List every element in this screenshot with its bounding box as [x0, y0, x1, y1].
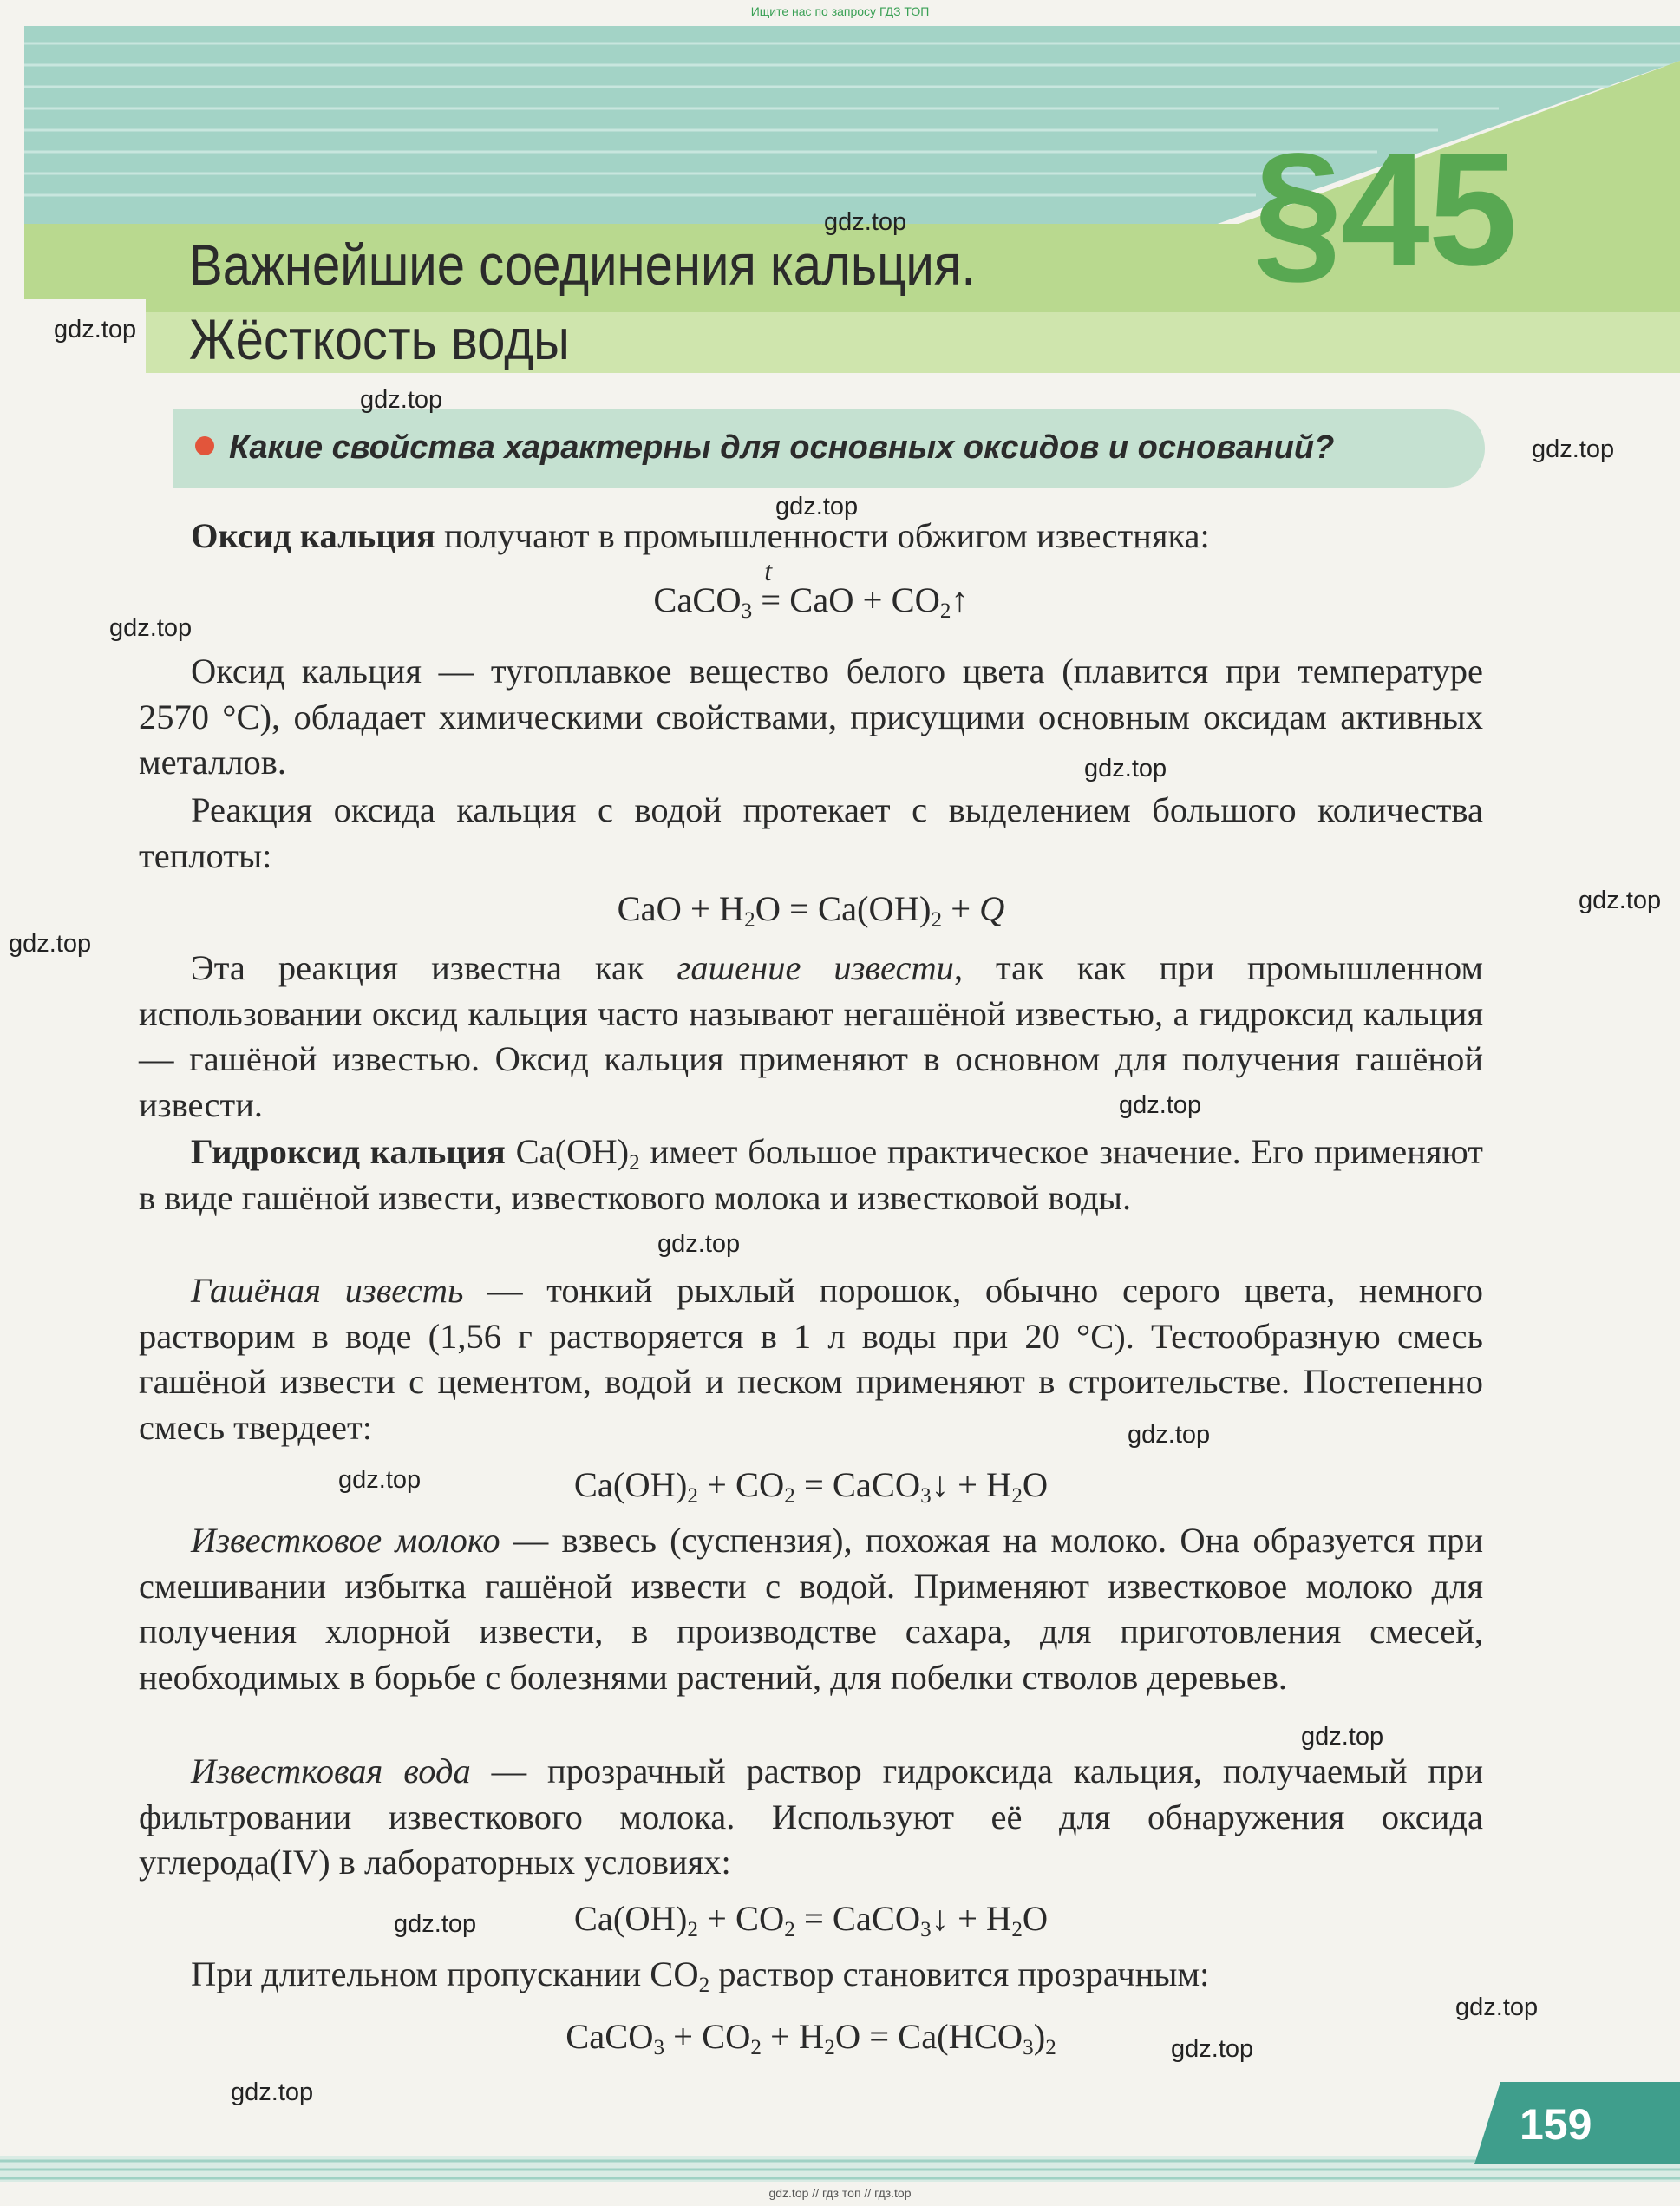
footer-stripes: [0, 2156, 1680, 2182]
watermark: gdz.top: [1301, 1723, 1384, 1751]
eq-part: + H: [761, 2017, 825, 2056]
equation-bicarbonate: [139, 2014, 1483, 2059]
paragraph-lime-slaking: [139, 946, 1483, 1128]
watermark: gdz.top: [1084, 755, 1167, 782]
eq-sub: 2: [784, 1484, 795, 1509]
text: — взвесь (суспензия), похожая на молоко. Она образуется при смешивании избытка гашёной извести с водой. Применяют известковое молоко для получения хлорной извести, в производстве сахара, для приготовления смесей, необходимых в борьбе с болезнями растений, для побелки стволов деревьев.: [139, 1521, 1483, 1697]
paragraph-calcium-hydroxide: [139, 1129, 1483, 1221]
paragraph-prolonged-co2: [139, 1952, 1483, 1998]
watermark: gdz.top: [775, 493, 859, 520]
eq-part: CaO + CO: [781, 580, 940, 619]
watermark: gdz.top: [338, 1466, 422, 1494]
eq-sub: 2: [687, 1918, 698, 1942]
eq-part: CaCO: [565, 2017, 654, 2056]
eq-sub: 3: [653, 2036, 665, 2060]
watermark: gdz.top: [1455, 1993, 1539, 2021]
eq-sub: 2: [687, 1484, 698, 1509]
eq-sub: 2: [1011, 1484, 1023, 1509]
eq-part: + CO: [664, 2017, 751, 2056]
eq-sub: 3: [920, 1484, 932, 1509]
eq-part: O = Ca(OH): [755, 889, 932, 928]
eq-sub: 2: [784, 1918, 795, 1942]
watermark: gdz.top: [109, 614, 193, 642]
temperature-mark: t: [764, 555, 773, 586]
eq-part: = CaCO: [794, 1465, 921, 1504]
watermark: gdz.top: [54, 316, 137, 344]
eq-part: ↓ + H: [931, 1465, 1012, 1504]
paragraph-lime-water: [139, 1749, 1483, 1886]
watermark: gdz.top: [9, 930, 92, 958]
eq-part: CaO + H: [617, 889, 745, 928]
watermark: gdz.top: [1128, 1421, 1211, 1449]
text: имеет большое практическое значение. Его применяют в виде гашёной извести, известкового молока и известковой воды.: [139, 1132, 1483, 1217]
chapter-title-line-2: Жёсткость воды: [189, 307, 570, 371]
eq-sub: 2: [824, 2036, 835, 2060]
equation-slaking: [139, 887, 1483, 932]
eq-sub: 2: [750, 2036, 762, 2060]
watermark: gdz.top: [231, 2078, 314, 2106]
watermark: gdz.top: [657, 1230, 741, 1258]
text: , так как при промышленном использовании оксид кальция часто называют негашёной известью, а гидроксид кальция — гашёной известью. Оксид кальция применяют в основном для получения гашёной извести.: [139, 948, 1483, 1124]
eq-part: = CaCO: [794, 1899, 921, 1938]
paragraph-lime-milk: [139, 1518, 1483, 1700]
eq-part: CaCO: [653, 580, 742, 619]
bullet-dot-icon: [195, 436, 214, 455]
gas-arrow-icon: ↑: [951, 580, 969, 619]
eq-sub: 3: [741, 599, 753, 624]
watermark: gdz.top: [1579, 887, 1662, 914]
text: При длительном пропускании CO: [191, 1954, 699, 1993]
term-lime-milk: Известковое молоко: [191, 1521, 500, 1560]
equation-limestone-decomposition: [139, 555, 1483, 624]
eq-part: Ca(OH): [573, 1899, 688, 1938]
page-number: 159: [1520, 2100, 1592, 2149]
eq-sub: 3: [920, 1918, 932, 1942]
text: раствор становится прозрачным:: [709, 1954, 1210, 1993]
term-slaked-lime: Гашёная известь: [191, 1271, 464, 1310]
eq-sub: 2: [1045, 2036, 1056, 2060]
watermark: gdz.top: [1119, 1091, 1202, 1119]
sub: 2: [629, 1151, 640, 1175]
watermark: gdz.top: [360, 386, 443, 414]
eq-part: O = Ca(HCO: [834, 2017, 1023, 2056]
eq-sub: 2: [939, 599, 951, 624]
term-calcium-oxide: Оксид кальция: [191, 516, 435, 555]
paragraph-calcium-oxide-properties: Оксид кальция — тугоплавкое вещество белого цвета (плавится при температуре 2570 °С), обладает химическими свойствами, присущими основным оксидам активных металлов.: [139, 651, 1483, 782]
review-question: Какие свойства характерны для основных оксидов и оснований?: [229, 429, 1335, 466]
eq-sub: 2: [931, 908, 943, 933]
eq-part: O: [1022, 1899, 1049, 1938]
watermark: gdz.top: [824, 208, 907, 236]
term-lime-water: Известковая вода: [191, 1751, 471, 1790]
eq-part: O: [1022, 1465, 1049, 1504]
eq-sub: 2: [744, 908, 755, 933]
eq-part: ↓ + H: [931, 1899, 1012, 1938]
top-note: Ищите нас по запросу ГДЗ ТОП: [750, 4, 930, 18]
eq-sub: 2: [1011, 1918, 1023, 1942]
watermark: gdz.top: [1171, 2035, 1254, 2063]
text: получают в промышленности обжигом известняка:: [435, 516, 1210, 555]
section-number: §45: [1253, 121, 1516, 299]
term-calcium-hydroxide: Гидроксид кальция: [191, 1132, 506, 1171]
heat-equals-sign: [761, 555, 781, 623]
eq-part: Ca(OH): [573, 1465, 688, 1504]
paragraph-reaction-with-water: Реакция оксида кальция с водой протекает с выделением большого количества теплоты:: [139, 790, 1483, 875]
watermark: gdz.top: [394, 1910, 477, 1938]
text: — прозрачный раствор гидроксида кальция, получаемый при фильтровании известкового молока. Используют её для обнаружения оксида углерода(IV) в лабораторных условиях:: [139, 1751, 1484, 1882]
eq-part: ): [1033, 2017, 1046, 2056]
eq-part: + CO: [697, 1899, 785, 1938]
equation-co2-detection: [139, 1896, 1483, 1941]
bottom-note: gdz.top // гдз топ // гдз.top: [768, 2186, 912, 2200]
term-lime-slaking: гашение извести: [677, 948, 954, 987]
chapter-title-line-1: Важнейшие соединения кальция.: [189, 232, 976, 297]
eq-part: +: [942, 889, 980, 928]
eq-sub: 3: [1023, 2036, 1034, 2060]
paragraph-slaked-lime: [139, 1268, 1483, 1450]
eq-part: + CO: [697, 1465, 785, 1504]
text: Эта реакция известна как: [191, 948, 677, 987]
watermark: gdz.top: [1532, 435, 1615, 463]
sub: 2: [698, 1974, 710, 1998]
text: — тонкий рыхлый порошок, обычно серого цвета, немного растворим в воде (1,56 г растворяется в 1 л воды при 20 °С). Тестообразную смесь гашёной извести с цементом, водой и песком применяют в строительстве. Постепенно смесь твердеет:: [139, 1271, 1483, 1447]
eq-heat-q: Q: [979, 889, 1005, 928]
text: Ca(OH): [505, 1132, 630, 1171]
eq-sign: =: [761, 580, 781, 619]
